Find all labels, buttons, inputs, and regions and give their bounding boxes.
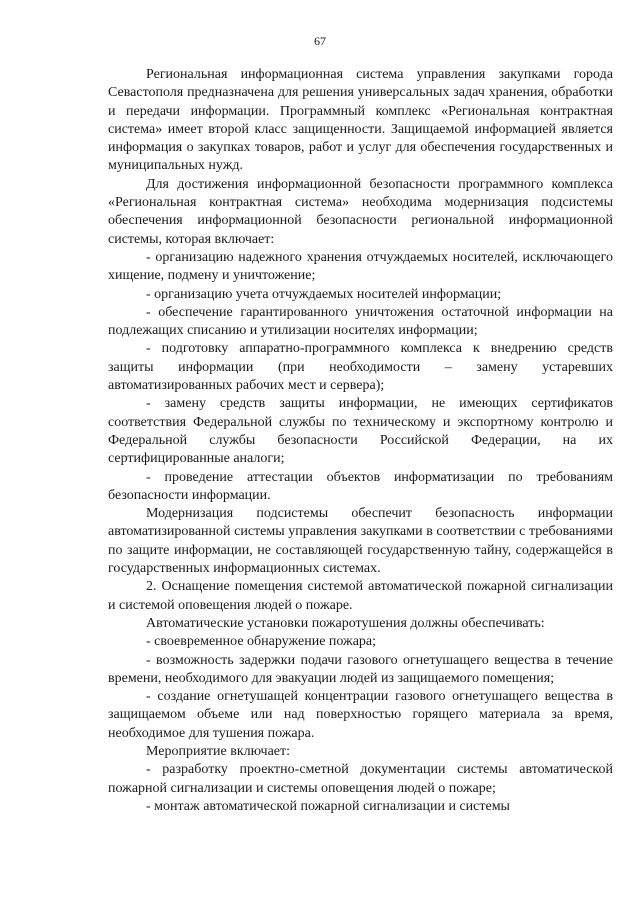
list-item: - замену средств защиты информации, не имеющих сертификатов соответствия Федеральной службы по техническому и экспортному контролю и Федеральной службы безопасности Российской Федерации, на их сертифицированные аналоги;	[108, 396, 613, 467]
list-item: - разработку проектно-сметной документации системы автоматической пожарной сигнализации и системы оповещения людей о пожаре;	[108, 762, 613, 796]
page-number: 67	[314, 34, 326, 48]
document-body	[108, 66, 613, 816]
paragraph: Мероприятие включает:	[146, 743, 291, 759]
list-item: - монтаж автоматической пожарной сигнализации и системы	[146, 798, 510, 814]
list-item: - организацию надежного хранения отчуждаемых носителей, исключающего хищение, подмену и уничтожение;	[108, 249, 613, 284]
section-heading: 2. Оснащение помещения системой автоматической пожарной сигнализации и системой оповещения людей о пожаре.	[108, 579, 613, 613]
paragraph: Региональная информационная система управления закупками города Севастополя предназначена для решения универсальных задач хранения, обработки и передачи информации. Программный комплекс «Региональная контрактная система» имеет второй класс защищенности. Защищаемой информацией является информация о закупках товаров, работ и услуг для обеспечения государственных и муниципальных нужд.	[108, 67, 613, 174]
list-item: - создание огнетушащей концентрации газового огнетушащего вещества в защищаемом объеме или над поверхностью горящего материала за время, необходимое для тушения пожара.	[108, 689, 613, 741]
list-item: - своевременное обнаружение пожара;	[146, 634, 377, 650]
list-item: - подготовку аппаратно-программного комплекса к внедрению средств защиты информации (при необходимости – замену устаревших автоматизированных рабочих мест и сервера);	[108, 341, 613, 394]
paragraph: Для достижения информационной безопасности программного комплекса «Региональная контрактная система» необходима модернизация подсистемы обеспечения информационной безопасности региональной информационной системы, которая включает:	[108, 176, 613, 247]
paragraph: Модернизация подсистемы обеспечит безопасность информации автоматизированной системы управления закупками в соответствии с требованиями по защите информации, не составляющей государственную тайну, содержащейся в государственных информационных системах.	[108, 506, 613, 577]
paragraph: Автоматические установки пожаротушения должны обеспечивать:	[146, 615, 545, 631]
list-item: - возможность задержки подачи газового огнетушащего вещества в течение времени, необходимого для эвакуации людей из защищаемого помещения;	[108, 652, 613, 686]
list-item: - проведение аттестации объектов информатизации по требованиям безопасности информации.	[108, 469, 613, 503]
list-item: - обеспечение гарантированного уничтожения остаточной информации на подлежащих списанию и утилизации носителях информации;	[108, 304, 613, 339]
list-item: - организацию учета отчуждаемых носителей информации;	[146, 286, 502, 302]
